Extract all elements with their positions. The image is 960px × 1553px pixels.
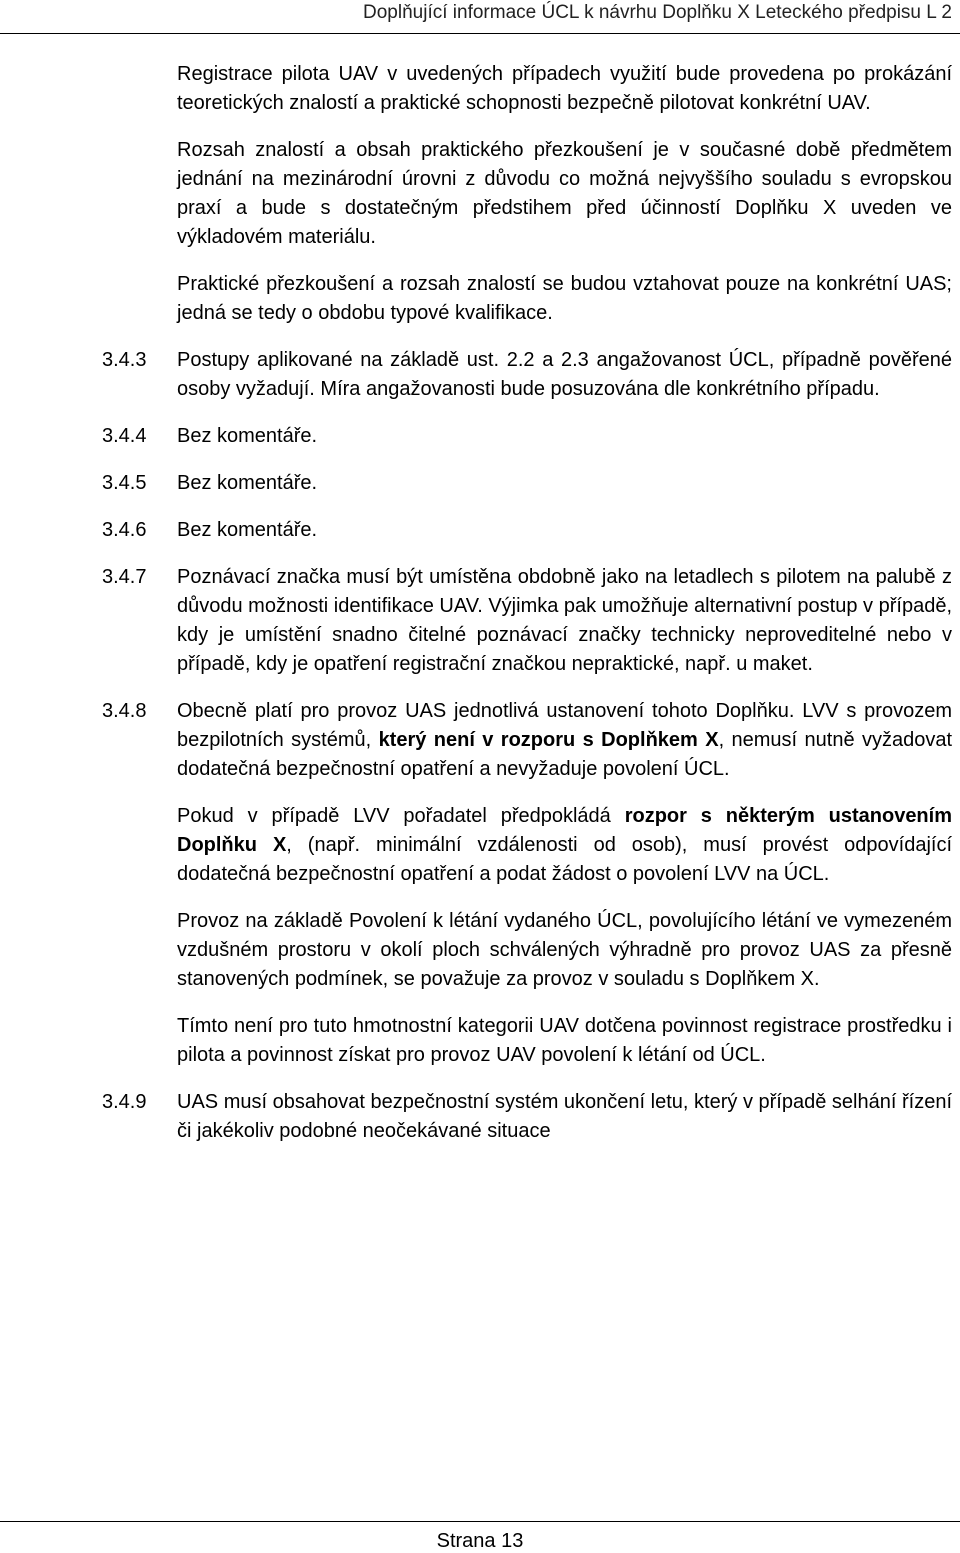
document-body xyxy=(102,60,952,1164)
page-header xyxy=(0,0,960,30)
page-number: Strana 13 xyxy=(436,1530,524,1552)
text-run: , nemusí nutně vyžadovat dodatečná bezpečnostní opatření a nevyžaduje povolení ÚCL. xyxy=(177,729,953,780)
section-paragraph-registration: Tímto není pro tuto hmotnostní kategorii UAV dotčena povinnost registrace prostředku i pilota a povinnost získat pro provoz UAV povolení k létání od ÚCL. xyxy=(177,1015,952,1066)
section-3-4-8 xyxy=(102,697,952,1070)
bold-text-run: rozpor s některým ustanovením Doplňku X xyxy=(177,805,952,856)
section-number: 3.4.8 xyxy=(102,700,147,722)
section-text: Poznávací značka musí být umístěna obdobně jako na letadlech s pilotem na palubě z důvodu možnosti identifikace UAV. Výjimka pak umožňuje alternativní postup v případě, kdy je umístění snadno čitelné poznávací značky technicky neproveditelné nebo v případě, kdy je opatření registrační značkou nepraktické, např. u maket. xyxy=(177,566,952,675)
section-text: Bez komentáře. xyxy=(177,472,318,494)
intro-block xyxy=(102,60,952,328)
section-number: 3.4.6 xyxy=(102,519,147,541)
section-text: Bez komentáře. xyxy=(177,425,318,447)
section-paragraph-general xyxy=(177,697,952,784)
section-3-4-7 xyxy=(102,563,952,679)
paragraph-practical-exam: Praktické přezkoušení a rozsah znalostí se budou vztahovat pouze na konkrétní UAS; jedná se tedy o obdobu typové kvalifikace. xyxy=(177,273,952,324)
section-3-4-4 xyxy=(102,422,952,451)
section-number: 3.4.4 xyxy=(102,425,147,447)
paragraph-knowledge-scope: Rozsah znalostí a obsah praktického přezkoušení je v současné době předmětem jednání na mezinárodní úrovni z důvodu co možná nejvyššího souladu s evropskou praxí a bude s dostatečným předstihem před účinností Doplňku X uveden ve výkladovém materiálu. xyxy=(177,139,952,248)
text-run: Pokud v případě LVV pořadatel předpokládá xyxy=(177,805,625,827)
section-number: 3.4.7 xyxy=(102,566,147,588)
section-3-4-5 xyxy=(102,469,952,498)
section-3-4-9 xyxy=(102,1088,952,1146)
section-number: 3.4.9 xyxy=(102,1091,147,1113)
section-3-4-6 xyxy=(102,516,952,545)
text-run: Obecně platí pro provoz UAS jednotlivá ustanovení tohoto Doplňku. LVV s provozem bezpilotních systémů, xyxy=(177,700,952,751)
section-paragraph-permit: Provoz na základě Povolení k létání vydaného ÚCL, povolujícího létání ve vymezeném vzdušném prostoru v okolí ploch schválených výhradně pro provoz UAS za přesně stanovených podmínek, se považuje za provoz v souladu s Doplňkem X. xyxy=(177,910,952,990)
bold-text-run: který není v rozporu s Doplňkem X xyxy=(378,729,719,751)
section-number: 3.4.5 xyxy=(102,472,147,494)
section-text: UAS musí obsahovat bezpečnostní systém ukončení letu, který v případě selhání řízení či jakékoliv podobné neočekávané situace xyxy=(177,1091,952,1142)
section-number: 3.4.3 xyxy=(102,349,147,371)
section-text: Postupy aplikované na základě ust. 2.2 a 2.3 angažovanost ÚCL, případně pověřené osoby vyžadují. Míra angažovanosti bude posuzována dle konkrétního případu. xyxy=(177,349,952,400)
text-run: , (např. minimální vzdálenosti od osob), musí provést odpovídající dodatečná bezpečnostní opatření a podat žádost o povolení LVV na ÚCL. xyxy=(177,834,953,885)
footer-divider xyxy=(0,1521,960,1522)
header-title: Doplňující informace ÚCL k návrhu Doplňku X Leteckého předpisu L 2 xyxy=(363,2,952,23)
section-3-4-3 xyxy=(102,346,952,404)
section-text: Bez komentáře. xyxy=(177,519,318,541)
header-divider xyxy=(0,33,960,34)
section-paragraph-conflict xyxy=(177,802,952,889)
paragraph-pilot-registration: Registrace pilota UAV v uvedených případech využití bude provedena po prokázání teoretických znalostí a praktické schopnosti bezpečně pilotovat konkrétní UAV. xyxy=(177,63,952,114)
